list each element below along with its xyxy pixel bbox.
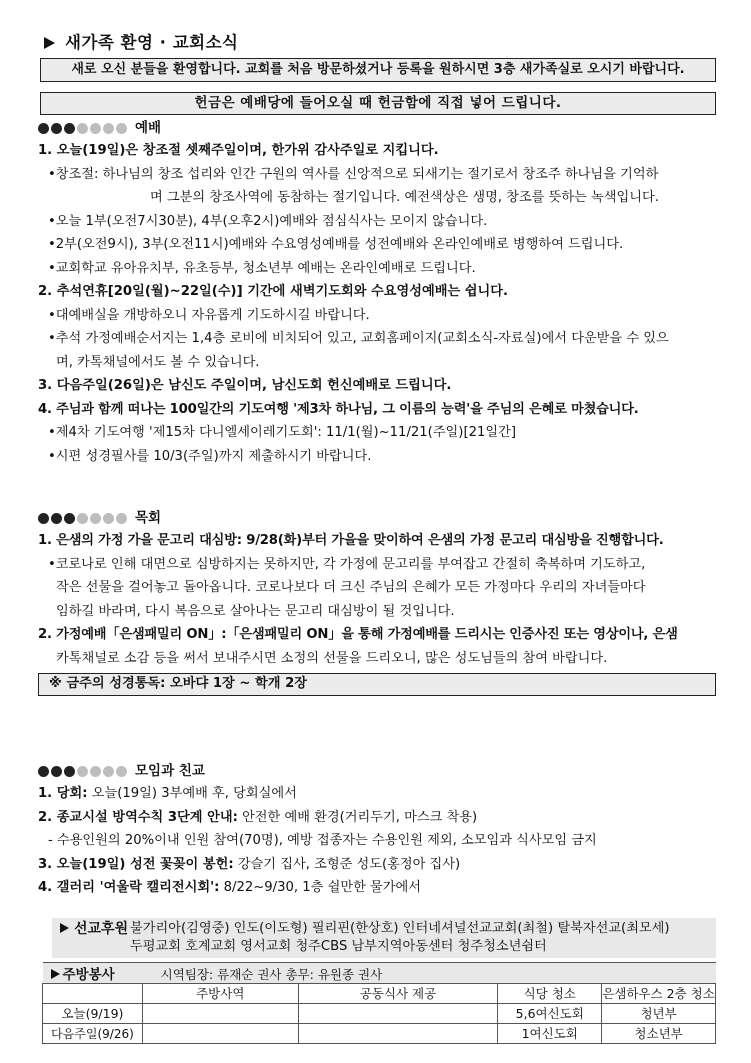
worship-heading: 예배 (38, 117, 718, 139)
triangle-bullet-icon (60, 923, 69, 933)
fellowship-item-2: 2. 종교시설 방역수칙 3단계 안내: 안전한 예배 환경(거리두기, 마스크 착용) (38, 809, 478, 825)
kitchen-service-table (42, 962, 716, 1044)
offering-box: 헌금은 예배당에 들어오실 때 헌금함에 직접 넣어 드립니다. (40, 92, 716, 115)
pastoral-item-1: 1. 은샘의 가정 가을 문고리 대심방: 9/28(화)부터 가을을 맞이하여 은샘의 가정 문고리 대심방을 진행합니다. (38, 533, 664, 548)
triangle-bullet-icon (51, 969, 60, 979)
worship-item-1a: •창조절: 하나님의 창조 섭리와 인간 구원의 역사를 신앙적으로 되새기는 절기로서 창조주 하나님을 기억하 (48, 166, 659, 182)
mission-row-1: 선교후원 불가리아(김영중) 인도(이도형) 필리핀(한상호) 인터네셔널선교교회(최철) 탈북자선교(최모세) (60, 920, 708, 938)
fellowship-heading: 모임과 친교 (38, 760, 718, 782)
fellowship-item-3: 3. 오늘(19일) 성전 꽃꽂이 봉헌: 강슬기 집사, 조형준 성도(홍정아 집사) (38, 856, 461, 872)
mission-support-box (52, 918, 716, 958)
pastoral-item-1b: 작은 선물을 걸어놓고 돌아옵니다. 코로나보다 더 크신 주님의 은혜가 모든 가정마다 우리의 자녀들마다 (56, 580, 646, 595)
fellowship-item-1: 1. 당회: 오늘(19일) 3부예배 후, 당회실에서 (38, 786, 297, 801)
welcome-box: 새로 오신 분들을 환영합니다. 교회를 처음 방문하셨거나 등록을 원하시면 3층 새가족실로 오시기 바랍니다. (40, 58, 716, 82)
fellowship-item-4: 4. 갤러리 '여울락 캘리전시회': 8/22~9/30, 1층 쉴만한 물가에서 (38, 880, 421, 895)
pastoral-heading: 목회 (38, 507, 718, 529)
worship-item-4: 4. 주님과 함께 떠나는 100일간의 기도여행 '제3차 하나님, 그 이름의 능력'을 주님의 은혜로 마쳤습니다. (38, 401, 639, 417)
worship-item-4a: •제4차 기도여행 '제15차 다니엘세이레기도회': 11/1(월)~11/21(주일)[21일간] (48, 425, 516, 440)
dots-bullet-icon (38, 766, 127, 777)
triangle-bullet-icon (44, 37, 55, 49)
worship-item-4b: •시편 성경필사를 10/3(주일)까지 제출하시기 바랍니다. (48, 448, 372, 464)
section-title: 새가족 환영 · 교회소식 (38, 30, 718, 56)
worship-item-1: 1. 오늘(19일)은 창조절 셋째주일이며, 한가위 감사주일로 지킵니다. (38, 143, 439, 158)
kitchen-header-row: 주방봉사 시역팀장: 류재순 권사 총무: 유원종 권사 (43, 962, 716, 983)
weekly-bible-reading-box: ※ 금주의 성경통독: 오바댜 1장 ~ 학개 2장 (38, 673, 716, 696)
fellowship-item-2c: - 수용인원의 20%이내 인원 참여(70명), 예방 접종자는 수용인원 제외, 소모임과 식사모임 금지 (48, 833, 597, 848)
mission-label: 선교후원 (60, 920, 130, 938)
pastoral-item-2: 2. 가정예배「은샘패밀리 ON」:「은샘패밀리 ON」을 통해 가정예배를 드리시는 인증사진 또는 영상이나, 은샘 (38, 627, 678, 642)
kitchen-column-headers: 주방사역 공동식사 제공 식당 청소 은샘하우스 2층 청소 (43, 983, 716, 1003)
worship-item-1b: 며 그분의 창조사역에 동참하는 절기입니다. 예전색상은 생명, 창조를 뜻하는 녹색입니다. (150, 190, 659, 205)
worship-item-1e: •교회학교 유아유치부, 유초등부, 청소년부 예배는 온라인예배로 드립니다. (48, 260, 476, 276)
mission-row-2: 두평교회 호계교회 영서교회 청주CBS 남부지역아동센터 청주청소년쉼터 (130, 938, 547, 954)
worship-item-3: 3. 다음주일(26일)은 남신도 주일이며, 남신도회 헌신예배로 드립니다. (38, 378, 452, 393)
pastoral-item-2a: 카톡채널로 소감 등을 써서 보내주시면 소정의 선물을 드리오니, 많은 성도님들의 참여 바랍니다. (56, 650, 608, 666)
table-row: 다음주일(9/26) 1여신도회 청소년부 (43, 1023, 716, 1043)
worship-item-2: 2. 추석연휴[20일(월)~22일(수)] 기간에 새벽기도회와 수요영성예배는 쉽니다. (38, 284, 509, 299)
pastoral-item-1c: 임하길 바라며, 다시 복음으로 살아나는 문고리 대심방이 될 것입니다. (56, 603, 455, 619)
dots-bullet-icon (38, 513, 127, 524)
worship-item-2c: 며, 카톡채널에서도 볼 수 있습니다. (56, 354, 260, 370)
worship-item-2b: •추석 가정예배순서지는 1,4층 로비에 비치되어 있고, 교회홈페이지(교회소식-자료실)에서 다운받을 수 있으 (48, 331, 669, 346)
pastoral-item-1a: •코로나로 인해 대면으로 심방하지는 못하지만, 각 가정에 문고리를 부여잡고 간절히 축복하며 기도하고, (48, 556, 646, 572)
worship-item-1d: •2부(오전9시), 3부(오전11시)예배와 수요영성예배를 성전예배와 온라인예배로 병행하여 드립니다. (48, 237, 624, 252)
bulletin-page (38, 30, 718, 1044)
dots-bullet-icon (38, 123, 127, 134)
worship-item-1c: •오늘 1부(오전7시30분), 4부(오후2시)예배와 점심식사는 모이지 않습니다. (48, 213, 488, 229)
table-row: 오늘(9/19) 5,6여신도회 청년부 (43, 1003, 716, 1023)
worship-item-2a: •대예배실을 개방하오니 자유롭게 기도하시길 바랍니다. (48, 307, 370, 323)
